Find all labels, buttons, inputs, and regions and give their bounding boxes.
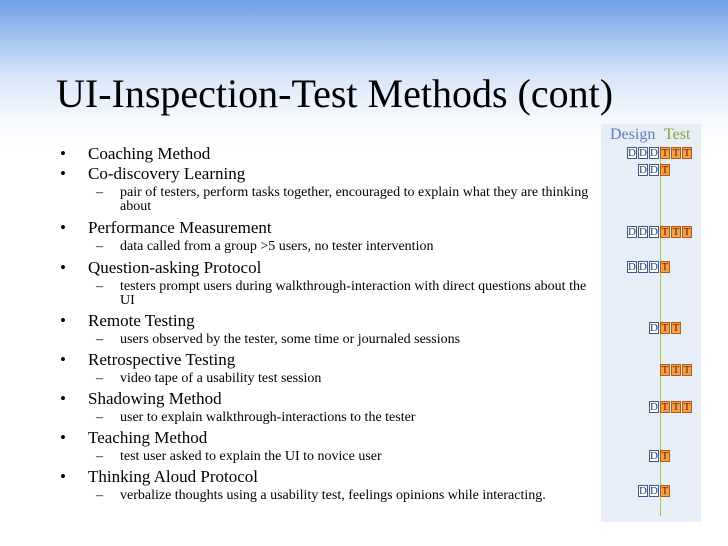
method-description-text: test user asked to explain the UI to novice user bbox=[120, 449, 382, 464]
phase-row bbox=[649, 322, 682, 334]
test-phase-cell: T bbox=[683, 401, 691, 413]
test-phase-cell: T bbox=[683, 364, 691, 376]
design-phase-cell: D bbox=[639, 164, 647, 176]
method-description-text: data called from a group >5 users, no tester intervention bbox=[120, 239, 434, 254]
design-phase-cell: D bbox=[650, 164, 658, 176]
method-description-text: testers prompt users during walkthrough-interaction with direct questions about the UI bbox=[120, 279, 587, 308]
test-phase-cell: T bbox=[672, 226, 680, 238]
method-label: Co-discovery Learning bbox=[88, 164, 246, 183]
design-column-header: Design bbox=[610, 126, 656, 143]
test-phase-cell: T bbox=[672, 322, 680, 334]
method-label: Retrospective Testing bbox=[88, 350, 236, 369]
test-phase-cell: T bbox=[661, 364, 669, 376]
method-description-text: users observed by the tester, some time or journaled sessions bbox=[120, 332, 461, 347]
method-label: Teaching Method bbox=[88, 428, 208, 447]
dash: – bbox=[96, 332, 103, 347]
bullet: • bbox=[60, 389, 66, 408]
method-label: Thinking Aloud Protocol bbox=[88, 467, 258, 486]
design-phase-cell: D bbox=[650, 261, 658, 273]
method-label: Question-asking Protocol bbox=[88, 258, 262, 277]
bullet: • bbox=[60, 144, 66, 163]
test-phase-cell: T bbox=[661, 485, 669, 497]
bullet: • bbox=[60, 164, 66, 183]
phase-row bbox=[649, 450, 671, 462]
test-phase-cell: T bbox=[672, 147, 680, 159]
slide-title: UI-Inspection-Test Methods (cont) bbox=[56, 71, 614, 116]
test-phase-cell: T bbox=[672, 364, 680, 376]
design-phase-cell: D bbox=[639, 261, 647, 273]
phase-row bbox=[660, 364, 693, 376]
dash: – bbox=[96, 279, 103, 294]
design-phase-cell: D bbox=[650, 226, 658, 238]
test-phase-cell: T bbox=[683, 147, 691, 159]
dash: – bbox=[96, 239, 103, 254]
method-label: Shadowing Method bbox=[88, 389, 222, 408]
design-phase-cell: D bbox=[639, 226, 647, 238]
dash: – bbox=[96, 449, 103, 464]
phase-row bbox=[627, 147, 693, 159]
dash: – bbox=[96, 185, 103, 200]
test-phase-cell: T bbox=[661, 164, 669, 176]
test-column-header: Test bbox=[664, 126, 691, 143]
method-label: Performance Measurement bbox=[88, 218, 272, 237]
method-description-text: pair of testers, perform tasks together, encouraged to explain what they are thinking about bbox=[120, 185, 589, 214]
design-phase-cell: D bbox=[628, 147, 636, 159]
design-phase-cell: D bbox=[639, 147, 647, 159]
test-phase-cell: T bbox=[661, 147, 669, 159]
dash: – bbox=[96, 410, 103, 425]
phase-row bbox=[627, 226, 693, 238]
design-phase-cell: D bbox=[650, 401, 658, 413]
bullet: • bbox=[60, 258, 66, 277]
method-description-text: user to explain walkthrough-interactions to the tester bbox=[120, 410, 416, 425]
dash: – bbox=[96, 371, 103, 386]
test-phase-cell: T bbox=[683, 226, 691, 238]
bullet: • bbox=[60, 218, 66, 237]
bullet: • bbox=[60, 428, 66, 447]
test-phase-cell: T bbox=[661, 450, 669, 462]
test-phase-cell: T bbox=[661, 261, 669, 273]
test-phase-cell: T bbox=[661, 401, 669, 413]
design-phase-cell: D bbox=[650, 485, 658, 497]
dash: – bbox=[96, 488, 103, 503]
phase-row bbox=[638, 164, 671, 176]
phase-row bbox=[649, 401, 693, 413]
test-phase-cell: T bbox=[661, 322, 669, 334]
method-description-text: video tape of a usability test session bbox=[120, 371, 322, 386]
design-phase-cell: D bbox=[650, 147, 658, 159]
design-phase-cell: D bbox=[650, 322, 658, 334]
phase-row bbox=[638, 485, 671, 497]
phase-row bbox=[627, 261, 671, 273]
bullet: • bbox=[60, 311, 66, 330]
test-phase-cell: T bbox=[661, 226, 669, 238]
design-phase-cell: D bbox=[628, 226, 636, 238]
method-label: Coaching Method bbox=[88, 144, 211, 163]
design-phase-cell: D bbox=[628, 261, 636, 273]
bullet: • bbox=[60, 350, 66, 369]
bullet: • bbox=[60, 467, 66, 486]
method-description-text: verbalize thoughts using a usability test, feelings opinions while interacting. bbox=[120, 488, 546, 503]
design-phase-cell: D bbox=[650, 450, 658, 462]
method-label: Remote Testing bbox=[88, 311, 195, 330]
test-phase-cell: T bbox=[672, 401, 680, 413]
design-phase-cell: D bbox=[639, 485, 647, 497]
